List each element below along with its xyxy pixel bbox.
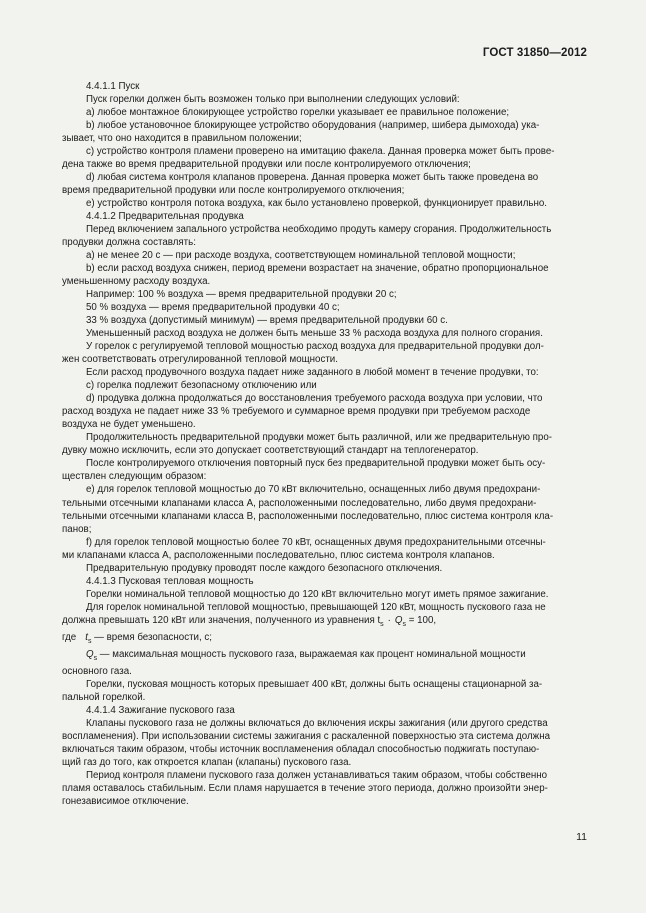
formula-lead: Для горелок номинальной тепловой мощностью, превышающей 120 кВт, мощность пускового газа не должна превышать 120 кВт или значения, полученного из уравнения t (62, 601, 546, 626)
formula-sub: s (380, 620, 384, 628)
list-item: d) любая система контроля клапанов проверена. Данная проверка может быть также проведена во время предварительной продувки или после контролируемого отключения; (62, 172, 539, 197)
formula-q: Q (394, 614, 403, 626)
paragraph: Пуск горелки должен быть возможен только при выполнении следующих условий: (86, 94, 460, 106)
paragraph: Период контроля пламени пускового газа должен устанавливаться таким образом, чтобы собственно пламя оставалось стабильным. Если пламя нарушается в течение этого периода, должно произойти энер- гонезависимое отключение. (62, 769, 548, 807)
page-number: 11 (576, 831, 587, 843)
list-item: с) устройство контроля пламени проверено на имитацию факела. Данная проверка может быть прове- дена также во время предварительной продувки или после контролируемого отключения; (62, 146, 555, 171)
list-item: а) любое монтажное блокирующее устройство горелки указывает ее правильное положение; (86, 107, 510, 119)
paragraph: 33 % воздуха (допустимый минимум) — время предварительной продувки 60 с. (86, 315, 448, 327)
paragraph: У горелок с регулируемой тепловой мощностью расход воздуха для предварительной продувки дол- жен соответствовать отрегулированной тепловой мощности. (62, 341, 544, 366)
list-item: d) продувка должна продолжаться до восстановления требуемого расхода воздуха при условии, что расход воздуха не падает ниже 33 % требуемого и суммарное время продувки при требуемом расходе воздуха не будет уменьшено. (62, 393, 543, 431)
paragraph: Горелки, пусковая мощность которых превышает 400 кВт, должны быть оснащены стационарной за- пальной горелкой. (62, 678, 543, 703)
standard-header: ГОСТ 31850—2012 (482, 47, 587, 59)
formula-sub: s (87, 637, 92, 645)
paragraph: Горелки номинальной тепловой мощностью до 120 кВт включительно могут иметь прямое зажигание. (86, 588, 549, 600)
paragraph: Например: 100 % воздуха — время предварительной продувки 20 с; (86, 289, 397, 301)
ts-symbol: t (85, 631, 88, 643)
list-item: b) если расход воздуха снижен, период времени возрастает на значение, обратно пропорциональное уменьшенному расходу воздуха. (62, 263, 549, 288)
list-item: b) любое установочное блокирующее устройство оборудования (например, шибера дымохода) ука- зывает, что оно находится в правильном положении; (62, 120, 540, 145)
list-item: е) для горелок тепловой мощностью до 70 кВт включительно, оснащенных либо двумя предохрани- тельными отсечными клапанами класса А, расположенными последовательно, либо двумя предохрани- тельными отсечными клапанами класса В, расположенными последовательно, плюс система контроля кла- панов; (62, 484, 554, 535)
qs-definition-paragraph (62, 648, 588, 678)
paragraph: 50 % воздуха — время предварительной продувки 40 с; (86, 302, 340, 314)
qs-symbol: Q (86, 648, 94, 660)
section-heading: 4.4.1.3 Пусковая тепловая мощность (86, 575, 254, 587)
formula-sub: s (402, 620, 407, 628)
paragraph: Уменьшенный расход воздуха не должен быть меньше 33 % расхода воздуха для полного сгорания. (86, 328, 543, 340)
qs-definition: — максимальная мощность пускового газа, выражаемая как процент номинальной мощности основного газа. (62, 648, 526, 677)
formula-sub: s (93, 654, 98, 662)
list-item: е) устройство контроля потока воздуха, как было установлено проверкой, функционирует правильно. (86, 198, 547, 210)
paragraph: Продолжительность предварительной продувки может быть различной, или же предварительную про- дувку можно исключить, если это допускает соответствующий стандарт на теплогенератор. (62, 432, 552, 457)
ts-definition: — время безопасности, с; (91, 631, 212, 643)
list-item: f) для горелок тепловой мощностью более 70 кВт, оснащенных двумя предохранительными отсечны- ми клапанами класса А, расположенными последовательно, плюс система контроля клапанов. (62, 536, 546, 561)
formula-mult: · (387, 614, 391, 626)
where-word: где (62, 631, 77, 643)
section-heading: 4.4.1.1 Пуск (86, 81, 140, 92)
section-heading: 4.4.1.2 Предварительная продувка (86, 211, 244, 223)
list-item: с) горелка подлежит безопасному отключению или (86, 380, 317, 392)
paragraph: Предварительную продувку проводят после каждого безопасного отключения. (86, 562, 443, 574)
document-body (62, 80, 588, 808)
formula-where-line (62, 631, 588, 648)
paragraph: Клапаны пускового газа не должны включаться до включения искры зажигания (или другого средства воспламенения). При использовании системы зажигания с раскаленной поверхностью эта система должна включаться таким образом, чтобы источник воспламенения обладал способностью поджигать поступаю- щий газ до того, как откроется клапан (клапаны) пускового газа. (62, 717, 550, 768)
list-item: а) не менее 20 с — при расходе воздуха, соответствующем номинальной тепловой мощности; (86, 250, 516, 262)
paragraph: После контролируемого отключения повторный пуск без предварительной продувки может быть осу- ществлен следующим образом: (62, 458, 546, 483)
paragraph: Перед включением запального устройства необходимо продуть камеру сгорания. Продолжительность продувки должна составлять: (62, 224, 552, 249)
section-heading: 4.4.1.4 Зажигание пускового газа (86, 704, 235, 716)
formula-paragraph (62, 601, 588, 631)
formula-eq: = 100, (406, 614, 437, 626)
paragraph: Если расход продувочного воздуха падает ниже заданного в любой момент в течение продувки, то: (86, 367, 539, 379)
